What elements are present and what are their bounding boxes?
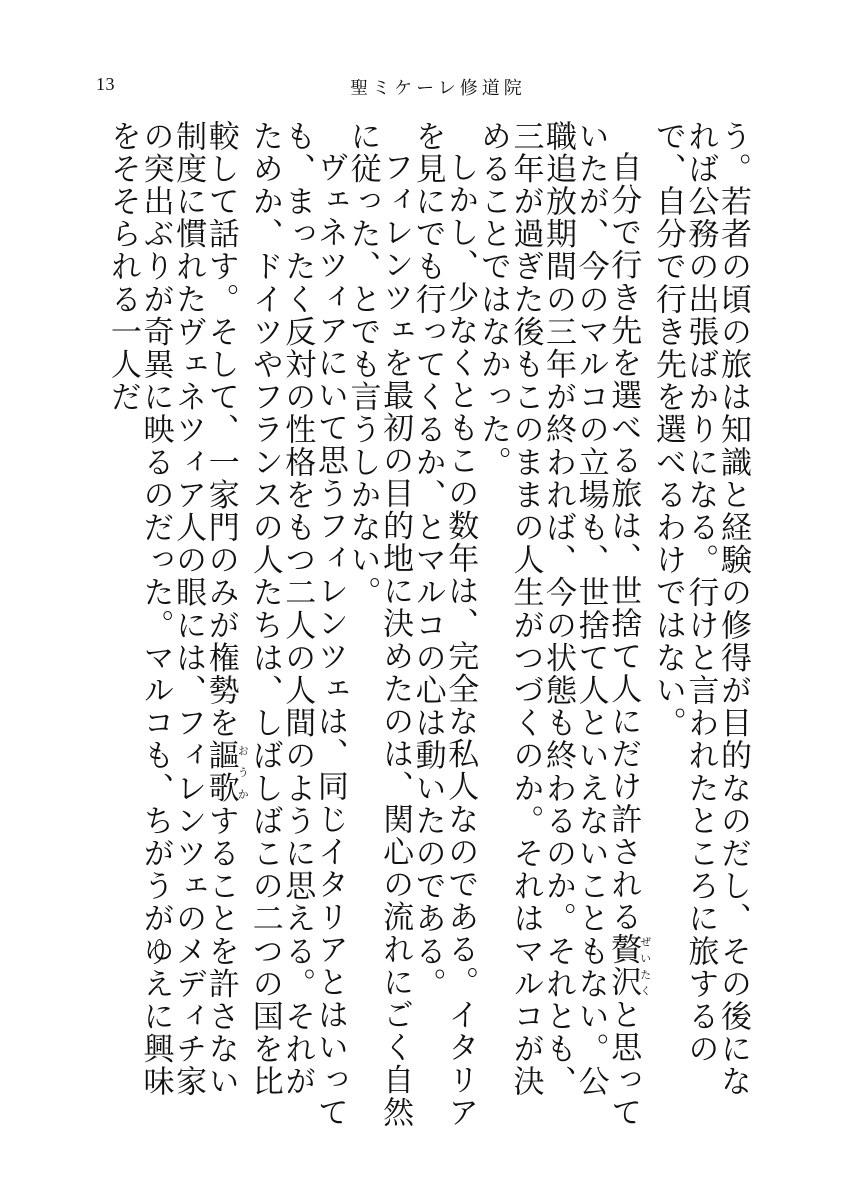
paragraph	[106, 120, 346, 1130]
body-text	[89, 120, 749, 1130]
text-segment: することを許さない制度に慣れたヴェネツィア人の眼には、フィレンツェのメディチ家の突出ぶりが奇異に映るのだった。マルコも、ちがうがゆえに興味をそそられる一人だ	[104, 120, 239, 1099]
paragraph	[409, 120, 479, 1130]
page-number: 13	[96, 74, 115, 94]
running-head: 聖ミケーレ修道院	[350, 78, 526, 99]
text-segment: と思っていたが、今のマルコの立場も、世捨て人といえないこともない。公職追放期間の三年が終われば、今の状態も終わるのか。それとも、三年が過ぎた後もこのままの人生がつづくのか。それはマルコが決めることではなかった。	[474, 120, 642, 1130]
ruby-reading: おうか	[236, 739, 250, 805]
paragraph	[651, 120, 749, 1130]
text-segment: フィレンツェを最初の目的地に決めたのは、関心の流れにごく自然に従った、とでも言うしかない。	[344, 120, 414, 1129]
text-segment: ヴェネツィアにいて思うフィレンツェは、同じイタリアとはいっても、まったく反対の性格をもつ二人の人間のように思える。それがためか、ドイツやフランスの人たちは、しばしばこの二つの国を比較して話す。そして、一家門のみが権勢を	[202, 120, 348, 1129]
ruby-base: 謳歌	[202, 739, 239, 805]
paragraph	[344, 120, 414, 1130]
ruby-annotation	[202, 739, 250, 805]
ruby-base: 贅沢	[605, 933, 642, 999]
paragraph	[476, 120, 651, 1130]
ruby-reading: ぜいたく	[638, 933, 652, 999]
text-segment: しかし、少なくともこの数年は、完全な私人なのである。イタリアを見にでも行ってくるか、とマルコの心は動いたのである。	[409, 120, 479, 1129]
text-segment: 自分で行き先を選べる旅は、世捨て人にだけ許される	[605, 151, 642, 934]
text-segment: う。若者の頃の旅は知識と経験の修得が目的なのだし、その後になれば公務の出張ばかりになる。行けと言われたところに旅するので、自分で行き先を選べるわけではない。	[649, 120, 751, 1098]
ruby-annotation	[605, 933, 652, 999]
